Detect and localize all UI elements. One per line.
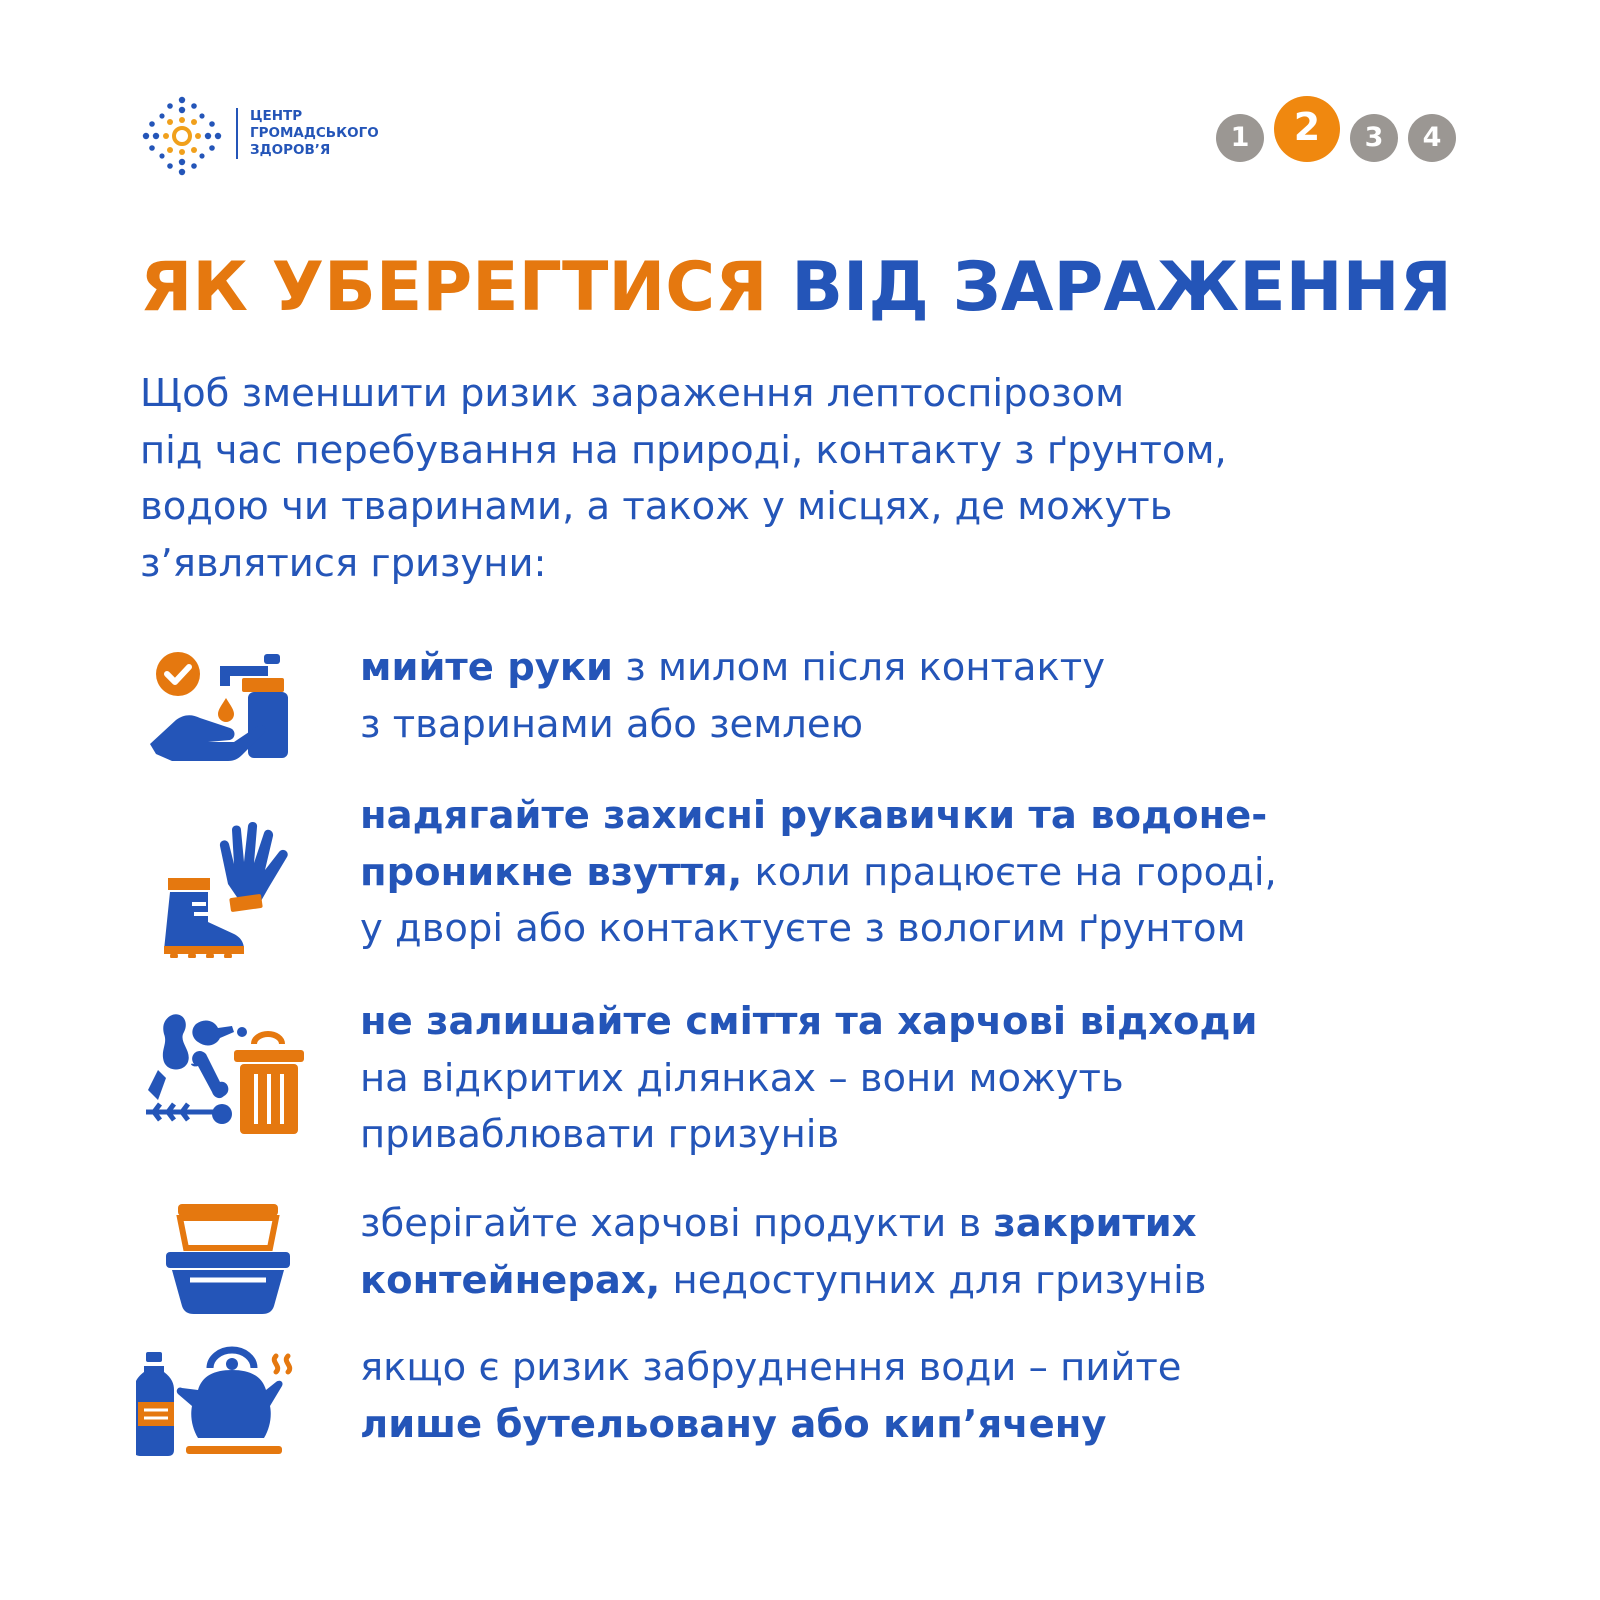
tip-2-text <box>360 788 1510 958</box>
title-part-2: ВІД ЗАРАЖЕННЯ <box>791 248 1452 327</box>
page-indicator <box>1216 96 1476 176</box>
tip-5-bold: лише бутельовану або кип’ячену <box>360 1401 1107 1447</box>
tip-3-text <box>360 994 1510 1164</box>
tip-1-text <box>360 640 1510 753</box>
glove-boot-icon <box>136 808 296 958</box>
hand-wash-icon <box>136 646 296 766</box>
intro-line-4: з’являтися гризуни: <box>140 540 547 586</box>
logo <box>142 96 382 180</box>
tip-1-line-1: з милом після контакту <box>613 645 1105 690</box>
tip-3-line-2: на відкритих ділянках – вони можуть <box>360 1055 1124 1101</box>
page-dot-2-active[interactable]: 2 <box>1274 96 1340 162</box>
logo-text <box>236 108 400 159</box>
tip-4-text <box>360 1196 1510 1309</box>
logo-line-2: ГРОМАДСЬКОГО <box>250 125 379 141</box>
tip-3-line-3: приваблювати гризунів <box>360 1112 840 1157</box>
tip-5-text <box>360 1340 1510 1453</box>
tip-1-bold: мийте руки <box>360 645 614 690</box>
tip-2-line-3: у дворі або контактуєте з вологим ґрунтом <box>360 906 1246 951</box>
tip-2-bold-2: проникне взуття, <box>360 849 743 895</box>
trash-food-waste-icon <box>136 1008 306 1158</box>
intro-paragraph <box>140 366 1540 592</box>
tip-4-bold-2: контейнерах, <box>360 1257 661 1303</box>
tip-2-bold-1: надягайте захисні рукавички та водоне- <box>360 793 1268 838</box>
tip-2-line-2: коли працюєте на городі, <box>742 849 1277 895</box>
page-dot-1[interactable]: 1 <box>1216 114 1264 162</box>
intro-line-1: Щоб зменшити ризик зараження лептоспірозом <box>140 371 1125 416</box>
tip-4-line-2: недоступних для гризунів <box>660 1257 1207 1303</box>
intro-line-3: водою чи тваринами, а також у місцях, де можуть <box>140 484 1173 529</box>
page-dot-4[interactable]: 4 <box>1408 114 1456 162</box>
page-title <box>140 240 1560 336</box>
logo-line-3: ЗДОРОВ’Я <box>250 142 331 158</box>
tip-4-bold-1: закритих <box>993 1201 1197 1246</box>
tip-4-line-1: зберігайте харчові продукти в <box>360 1201 994 1246</box>
food-container-icon <box>136 1200 306 1320</box>
tip-1-line-2: з тваринами або землею <box>360 701 863 747</box>
tip-5-line-1: якщо є ризик забруднення води – пийте <box>360 1345 1182 1390</box>
logo-line-1: ЦЕНТР <box>250 108 303 124</box>
page-dot-3[interactable]: 3 <box>1350 114 1398 162</box>
intro-line-2: під час перебування на природі, контакту з ґрунтом, <box>140 427 1227 473</box>
logo-mark-icon <box>142 96 222 176</box>
bottle-kettle-icon <box>136 1342 306 1462</box>
title-part-1: ЯК УБЕРЕГТИСЯ <box>140 248 768 327</box>
tip-3-bold: не залишайте сміття та харчові відходи <box>360 999 1258 1044</box>
